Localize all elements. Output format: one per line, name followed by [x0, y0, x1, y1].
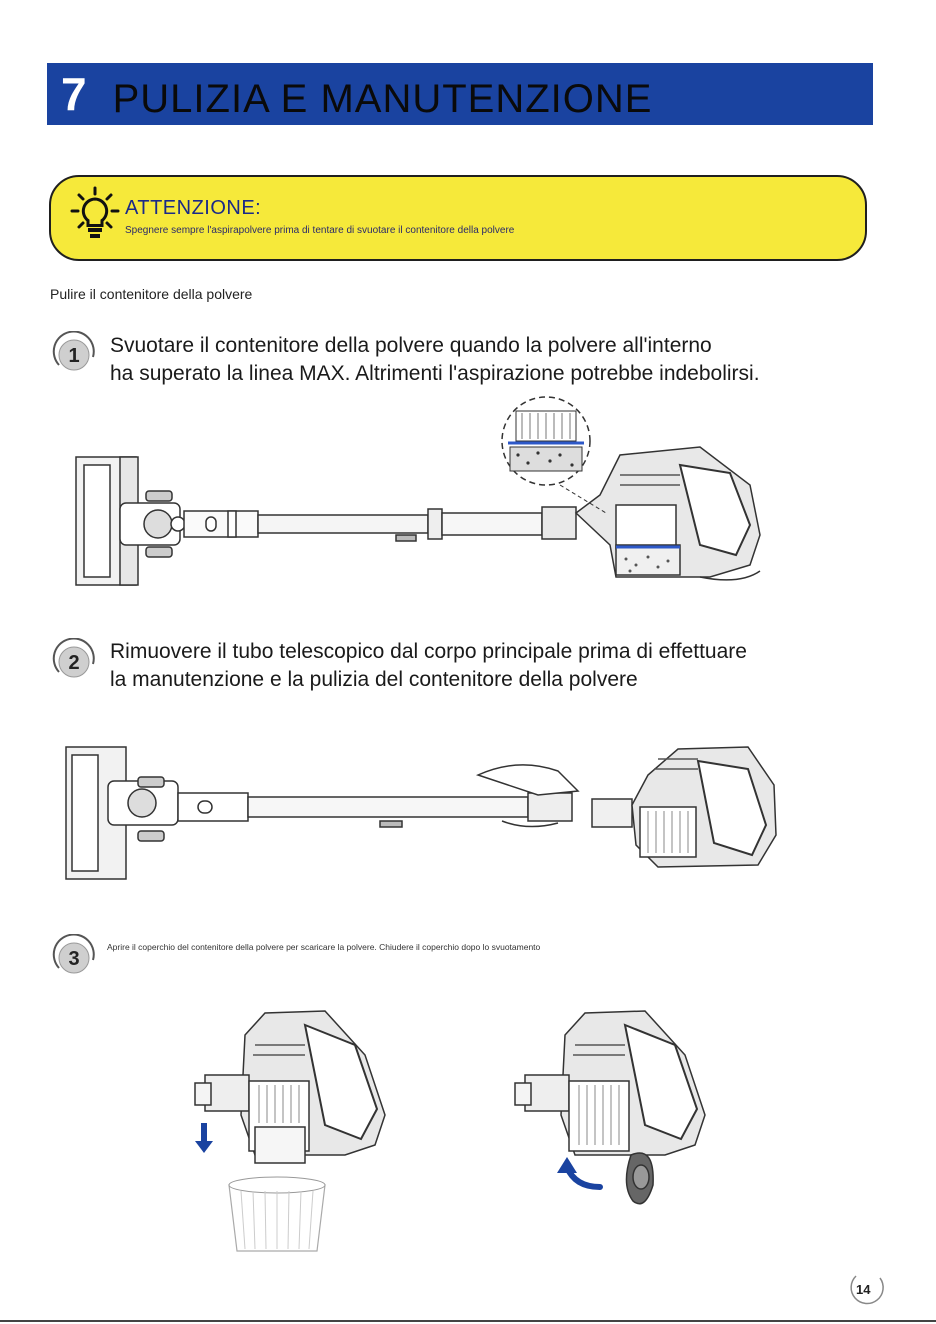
step-1-line-1: Svuotare il contenitore della polvere quando la polvere all'interno	[110, 334, 712, 357]
step-1-number: 1	[68, 345, 80, 367]
illustration-remove-tube	[58, 735, 788, 885]
illustration-close-lid	[505, 1005, 725, 1215]
illustration-vacuum-max-line	[60, 395, 780, 595]
warning-title: ATTENZIONE:	[125, 197, 262, 219]
lightbulb-icon	[69, 185, 121, 245]
section-title: PULIZIA E MANUTENZIONE	[112, 77, 653, 121]
step-3-badge	[51, 934, 97, 980]
intro-text: Pulire il contenitore della polvere	[50, 286, 253, 302]
warning-text: Spegnere sempre l'aspirapolvere prima di tentare di svuotare il contenitore della polvere	[125, 225, 515, 236]
step-1-badge	[51, 331, 97, 377]
step-2-number: 2	[68, 652, 80, 674]
illustration-empty-bin	[185, 1005, 405, 1255]
bottom-rule	[0, 1320, 936, 1322]
warning-box	[49, 175, 867, 261]
step-3-text: Aprire il coperchio del contenitore della polvere per scaricare la polvere. Chiudere il coperchio dopo lo svuotamento	[107, 942, 541, 952]
step-3-number: 3	[68, 948, 80, 970]
page-number: 14	[856, 1282, 871, 1297]
step-2-badge	[51, 638, 97, 684]
section-number: 7	[61, 68, 87, 120]
step-2-line-1: Rimuovere il tubo telescopico dal corpo principale prima di effettuare	[110, 640, 747, 663]
step-1-text	[110, 332, 760, 388]
step-1-line-2: ha superato la linea MAX. Altrimenti l'aspirazione potrebbe indebolirsi.	[110, 362, 760, 385]
section-header-banner	[47, 63, 873, 125]
step-2-text	[110, 638, 747, 694]
step-2-line-2: la manutenzione e la pulizia del contenitore della polvere	[110, 668, 638, 691]
